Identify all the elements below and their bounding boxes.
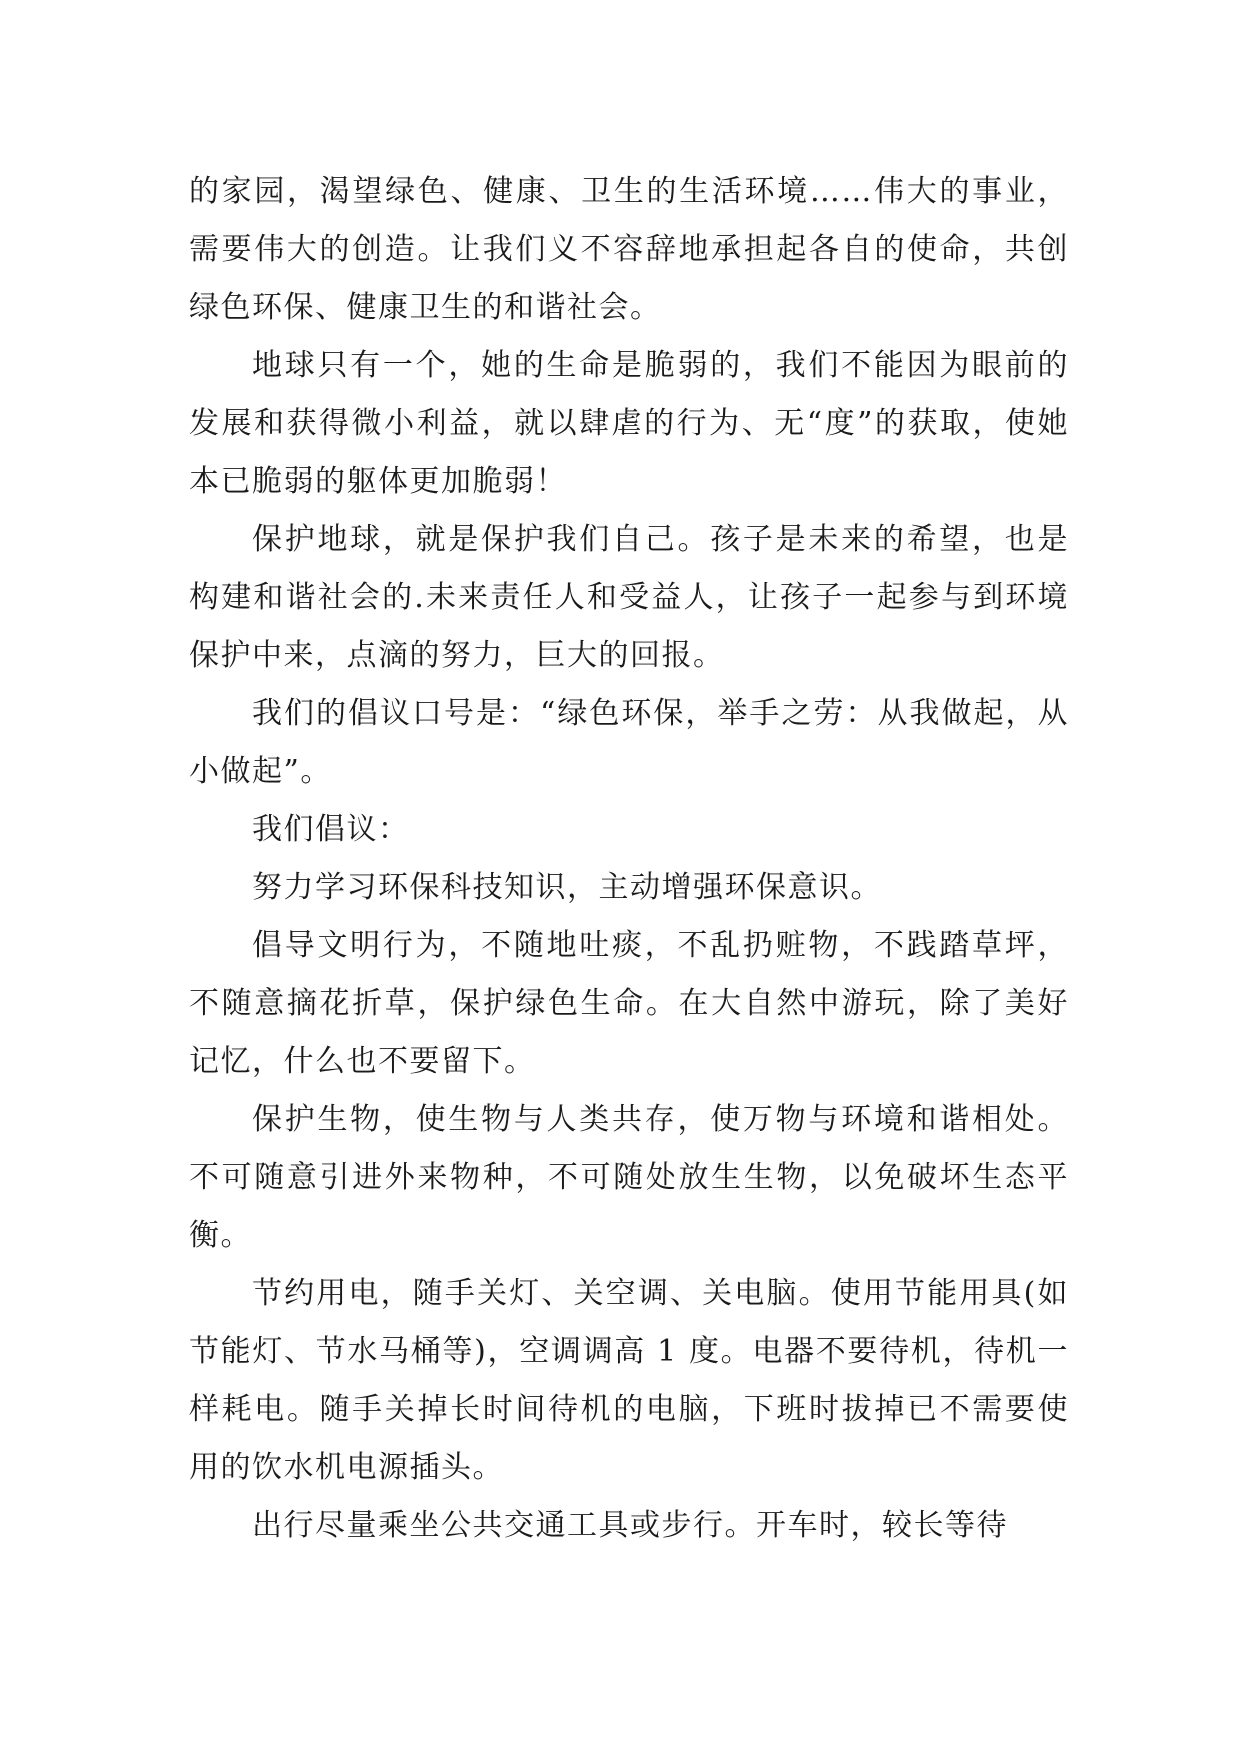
paragraph-continuation: 的家园，渴望绿色、健康、卫生的生活环境……伟大的事业，需要伟大的创造。让我们义不容辞地承担起各自的使命，共创绿色环保、健康卫生的和谐社会。 — [189, 174, 1069, 325]
paragraph-save-electricity: 节约用电，随手关灯、关空调、关电脑。使用节能用具(如节能灯、节水马桶等)，空调调高 1 度。电器不要待机，待机一样耗电。随手关掉长时间待机的电脑，下班时拔掉已不需要使用的饮水机电源插头。 — [189, 1276, 1069, 1485]
paragraph-slogan: 我们的倡议口号是：“绿色环保，举手之劳：从我做起，从小做起”。 — [189, 696, 1069, 789]
paragraph-protect-organisms: 保护生物，使生物与人类共存，使万物与环境和谐相处。不可随意引进外来物种，不可随处放生生物，以免破坏生态平衡。 — [189, 1102, 1069, 1253]
paragraph-learn-knowledge: 努力学习环保科技知识，主动增强环保意识。 — [252, 870, 882, 905]
paragraph-civilized-behavior: 倡导文明行为，不随地吐痰，不乱扔赃物，不践踏草坪，不随意摘花折草，保护绿色生命。在大自然中游玩，除了美好记忆，什么也不要留下。 — [189, 928, 1069, 1079]
paragraph-public-transport: 出行尽量乘坐公共交通工具或步行。开车时，较长等待 — [252, 1508, 1008, 1543]
paragraph-we-propose: 我们倡议： — [252, 812, 410, 847]
document-body — [189, 163, 1069, 1555]
paragraph-earth-only-one: 地球只有一个，她的生命是脆弱的，我们不能因为眼前的发展和获得微小利益，就以肆虐的行为、无“度”的获取，使她本已脆弱的躯体更加脆弱！ — [189, 348, 1069, 499]
paragraph-protect-earth: 保护地球，就是保护我们自己。孩子是未来的希望，也是构建和谐社会的.未来责任人和受益人，让孩子一起参与到环境保护中来，点滴的努力，巨大的回报。 — [189, 522, 1069, 673]
